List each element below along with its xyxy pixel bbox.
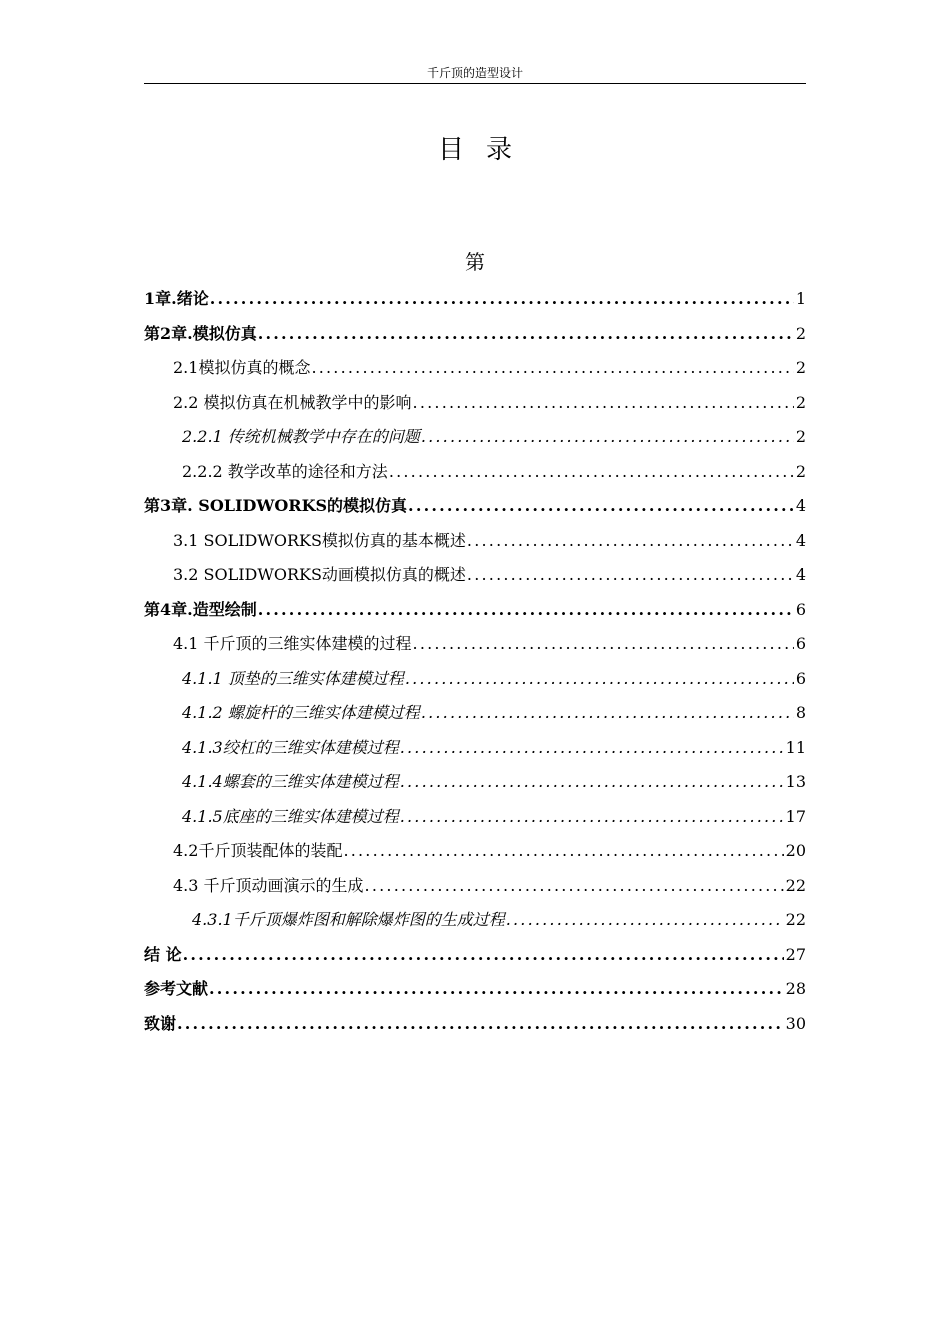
toc-dot-leader bbox=[209, 972, 784, 1007]
toc-entry-page: 6 bbox=[795, 634, 806, 653]
toc-entry-page: 6 bbox=[795, 668, 806, 688]
toc-entry[interactable] bbox=[144, 593, 806, 628]
toc-entry-title: 4.1.4螺套的三维实体建模过程 bbox=[182, 772, 399, 791]
toc-dot-leader bbox=[400, 765, 784, 800]
toc-dot-leader bbox=[467, 558, 794, 593]
toc-entry-title: 4.3 千斤顶动画演示的生成 bbox=[173, 875, 364, 895]
toc-dot-leader bbox=[258, 317, 794, 352]
toc-entry-title: 4.1.2 螺旋杆的三维实体建模过程 bbox=[182, 703, 420, 722]
toc-entry-title: 4.1.5底座的三维实体建模过程 bbox=[182, 806, 399, 826]
toc-entry-page: 2 bbox=[795, 427, 806, 446]
toc-entry-page: 6 bbox=[795, 599, 806, 619]
toc-entry-page: 22 bbox=[785, 875, 806, 895]
toc-entry-title: 第4章.造型绘制 bbox=[144, 599, 257, 619]
toc-entry-title: 1章.绪论 bbox=[144, 289, 209, 308]
toc-dot-leader bbox=[400, 800, 784, 835]
toc-entry[interactable] bbox=[144, 800, 806, 835]
toc-dot-leader bbox=[408, 489, 794, 524]
toc-dot-leader bbox=[183, 938, 784, 973]
toc-dot-leader bbox=[467, 524, 794, 559]
toc-entry[interactable] bbox=[144, 489, 806, 524]
running-header-text: 千斤顶的造型设计 bbox=[426, 66, 523, 80]
toc-dot-leader bbox=[400, 731, 784, 766]
toc-entry[interactable] bbox=[144, 317, 806, 352]
toc-entry-title: 2.2.2 教学改革的途径和方法 bbox=[182, 461, 388, 481]
toc-entry-title: 4.2千斤顶装配体的装配 bbox=[173, 841, 343, 860]
toc-dot-leader bbox=[389, 455, 794, 490]
toc-entry[interactable] bbox=[144, 834, 806, 869]
toc-entry-page: 4 bbox=[795, 565, 806, 584]
toc-entry-title: 4.3.1千斤顶爆炸图和解除爆炸图的生成过程 bbox=[192, 910, 505, 929]
page-title: 目录 bbox=[437, 135, 534, 165]
toc-entry-page: 17 bbox=[785, 806, 806, 826]
toc-entry-page: 28 bbox=[785, 979, 806, 998]
toc-entry[interactable] bbox=[144, 938, 806, 973]
toc-entry-title: 致谢 bbox=[144, 1013, 177, 1033]
toc-dot-leader bbox=[177, 1007, 784, 1042]
toc-dot-leader bbox=[405, 662, 794, 697]
toc-entry[interactable] bbox=[144, 765, 806, 800]
toc-entry-page: 1 bbox=[795, 289, 806, 308]
toc-entry-page: 27 bbox=[785, 944, 806, 964]
toc-entry[interactable] bbox=[144, 627, 806, 662]
toc-dot-leader bbox=[413, 386, 794, 421]
toc-dot-leader bbox=[421, 696, 794, 731]
toc-dot-leader bbox=[210, 282, 794, 317]
toc-entry[interactable] bbox=[144, 351, 806, 386]
toc-entry[interactable] bbox=[144, 386, 806, 421]
toc-dot-leader bbox=[421, 420, 794, 455]
toc-entry-page: 2 bbox=[795, 392, 806, 412]
toc-entry[interactable] bbox=[144, 524, 806, 559]
toc-entry-page: 4 bbox=[795, 496, 806, 515]
toc-dot-leader bbox=[506, 903, 784, 938]
toc-entry[interactable] bbox=[144, 903, 806, 938]
toc-entry-page: 22 bbox=[785, 910, 806, 929]
toc-entry[interactable] bbox=[144, 282, 806, 317]
toc-entry-page: 2 bbox=[795, 358, 806, 377]
toc-entry[interactable] bbox=[144, 662, 806, 697]
toc-entry-title: 3.1 SOLIDWORKS模拟仿真的基本概述 bbox=[173, 530, 466, 550]
toc-entry-title: 结 论 bbox=[144, 944, 182, 964]
toc-entry-title: 2.2.1 传统机械教学中存在的问题 bbox=[182, 427, 420, 446]
toc-entry-page: 2 bbox=[795, 461, 806, 481]
toc-entry-title: 4.1 千斤顶的三维实体建模的过程 bbox=[173, 634, 412, 653]
toc-entry-title: 第2章.模拟仿真 bbox=[144, 323, 257, 343]
toc-entry[interactable] bbox=[144, 455, 806, 490]
toc-entry-page: 2 bbox=[795, 323, 806, 343]
toc-entry-title: 2.1模拟仿真的概念 bbox=[173, 358, 311, 377]
toc-entry-title: 2.2 模拟仿真在机械教学中的影响 bbox=[173, 392, 412, 412]
toc-entry-page: 13 bbox=[785, 772, 806, 791]
toc-entry[interactable] bbox=[144, 1007, 806, 1042]
toc-dot-leader bbox=[311, 351, 793, 386]
orphan-text: 第 bbox=[465, 250, 485, 274]
toc-entry-page: 20 bbox=[785, 841, 806, 860]
table-of-contents bbox=[144, 282, 806, 1041]
toc-entry-title: 第3章. SOLIDWORKS的模拟仿真 bbox=[144, 496, 408, 515]
toc-entry[interactable] bbox=[144, 869, 806, 904]
toc-dot-leader bbox=[343, 834, 783, 869]
toc-entry[interactable] bbox=[144, 420, 806, 455]
toc-entry[interactable] bbox=[144, 972, 806, 1007]
toc-entry[interactable] bbox=[144, 558, 806, 593]
toc-dot-leader bbox=[258, 593, 794, 628]
toc-entry-page: 4 bbox=[795, 530, 806, 550]
toc-entry[interactable] bbox=[144, 731, 806, 766]
toc-entry-page: 30 bbox=[785, 1013, 806, 1033]
toc-entry-title: 3.2 SOLIDWORKS动画模拟仿真的概述 bbox=[173, 565, 466, 584]
toc-entry-title: 4.1.1 顶垫的三维实体建模过程 bbox=[182, 668, 404, 688]
toc-entry-page: 8 bbox=[795, 703, 806, 722]
toc-dot-leader bbox=[365, 869, 784, 904]
toc-entry-title: 4.1.3绞杠的三维实体建模过程 bbox=[182, 737, 399, 757]
toc-entry[interactable] bbox=[144, 696, 806, 731]
running-header bbox=[144, 64, 806, 84]
toc-entry-page: 11 bbox=[785, 737, 806, 757]
toc-entry-title: 参考文献 bbox=[144, 979, 209, 998]
toc-dot-leader bbox=[413, 627, 794, 662]
